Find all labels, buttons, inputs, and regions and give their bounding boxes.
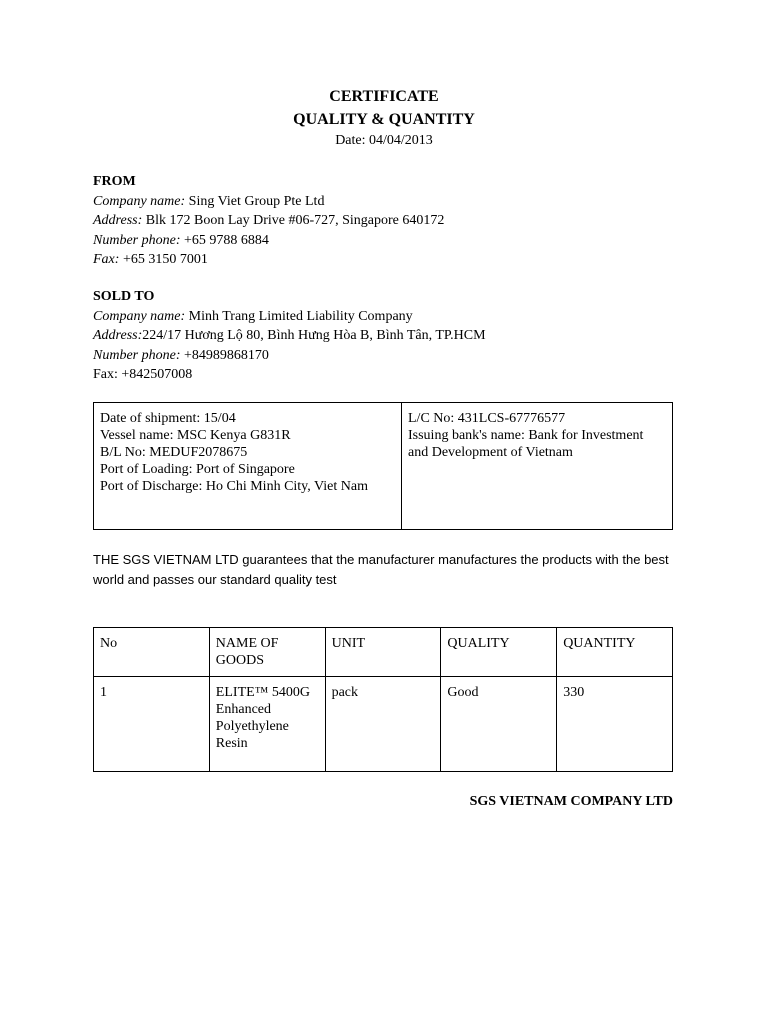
- table-header-row: [94, 628, 673, 677]
- guarantee-statement: THE SGS VIETNAM LTD guarantees that the manufacturer manufactures the products with the best world and passes our standard quality test: [93, 552, 669, 587]
- header-quantity: QUANTITY: [557, 628, 673, 677]
- from-address-value: Blk 172 Boon Lay Drive #06-727, Singapore 640172: [142, 213, 445, 228]
- from-address: [93, 211, 444, 231]
- from-fax-label: Fax:: [93, 252, 120, 267]
- port-of-discharge: Port of Discharge: Ho Chi Minh City, Viet Nam: [100, 479, 368, 494]
- from-company-label: Company name:: [93, 193, 186, 209]
- issuing-bank: Issuing bank's name: Bank for Investment and Development of Vietnam: [408, 428, 644, 460]
- from-phone: [93, 231, 444, 251]
- header-quality: QUALITY: [441, 628, 557, 677]
- from-fax: [93, 250, 444, 270]
- from-section: [93, 172, 444, 270]
- cell-quantity: 330: [557, 677, 673, 772]
- bl-number: B/L No: MEDUF2078675: [100, 445, 248, 460]
- sold-to-heading: SOLD TO: [93, 289, 155, 304]
- certificate-date: Date: 04/04/2013: [335, 133, 433, 148]
- header-unit: UNIT: [325, 628, 441, 677]
- from-phone-label: Number phone:: [93, 232, 181, 248]
- sold-to-phone-value: +84989868170: [180, 347, 269, 363]
- lc-number: L/C No: 431LCS-67776577: [408, 411, 566, 426]
- sold-to-company: [93, 307, 486, 327]
- sold-to-fax: Fax: +842507008: [93, 367, 193, 382]
- from-company: [93, 192, 444, 212]
- sold-to-section: [93, 287, 486, 385]
- sold-to-phone: [93, 346, 486, 366]
- table-row: [94, 677, 673, 772]
- goods-table: [93, 627, 673, 772]
- issuer-company-name: SGS VIETNAM COMPANY LTD: [469, 794, 673, 809]
- shipment-details: [94, 403, 402, 529]
- cell-quality: Good: [441, 677, 557, 772]
- port-of-loading: Port of Loading: Port of Singapore: [100, 462, 295, 477]
- sold-to-address: [93, 326, 486, 346]
- shipment-box: [93, 402, 673, 530]
- header-name-of-goods: NAME OF GOODS: [209, 628, 325, 677]
- vessel-name: Vessel name: MSC Kenya G831R: [100, 428, 291, 443]
- lc-details: [402, 403, 672, 529]
- cell-no: 1: [94, 677, 210, 772]
- sold-to-address-value: 224/17 Hương Lộ 80, Bình Hưng Hòa B, Bình Tân, TP.HCM: [142, 328, 486, 343]
- sold-to-phone-label: Number phone:: [93, 347, 181, 363]
- shipment-date: Date of shipment: 15/04: [100, 411, 236, 426]
- certificate-title: CERTIFICATE: [329, 88, 439, 105]
- from-phone-value: +65 9788 6884: [180, 232, 269, 248]
- sold-to-company-label: Company name:: [93, 308, 186, 324]
- from-address-label: Address:: [93, 213, 143, 228]
- cell-name-of-goods: ELITE™ 5400G Enhanced Polyethylene Resin: [209, 677, 325, 772]
- from-heading: FROM: [93, 174, 136, 189]
- sold-to-address-label: Address:: [93, 328, 143, 343]
- from-fax-value: +65 3150 7001: [119, 252, 208, 267]
- header-no: No: [94, 628, 210, 677]
- certificate-subtitle: QUALITY & QUANTITY: [293, 111, 475, 128]
- cell-unit: pack: [325, 677, 441, 772]
- sold-to-company-value: Minh Trang Limited Liability Company: [185, 308, 413, 324]
- from-company-value: Sing Viet Group Pte Ltd: [185, 193, 325, 209]
